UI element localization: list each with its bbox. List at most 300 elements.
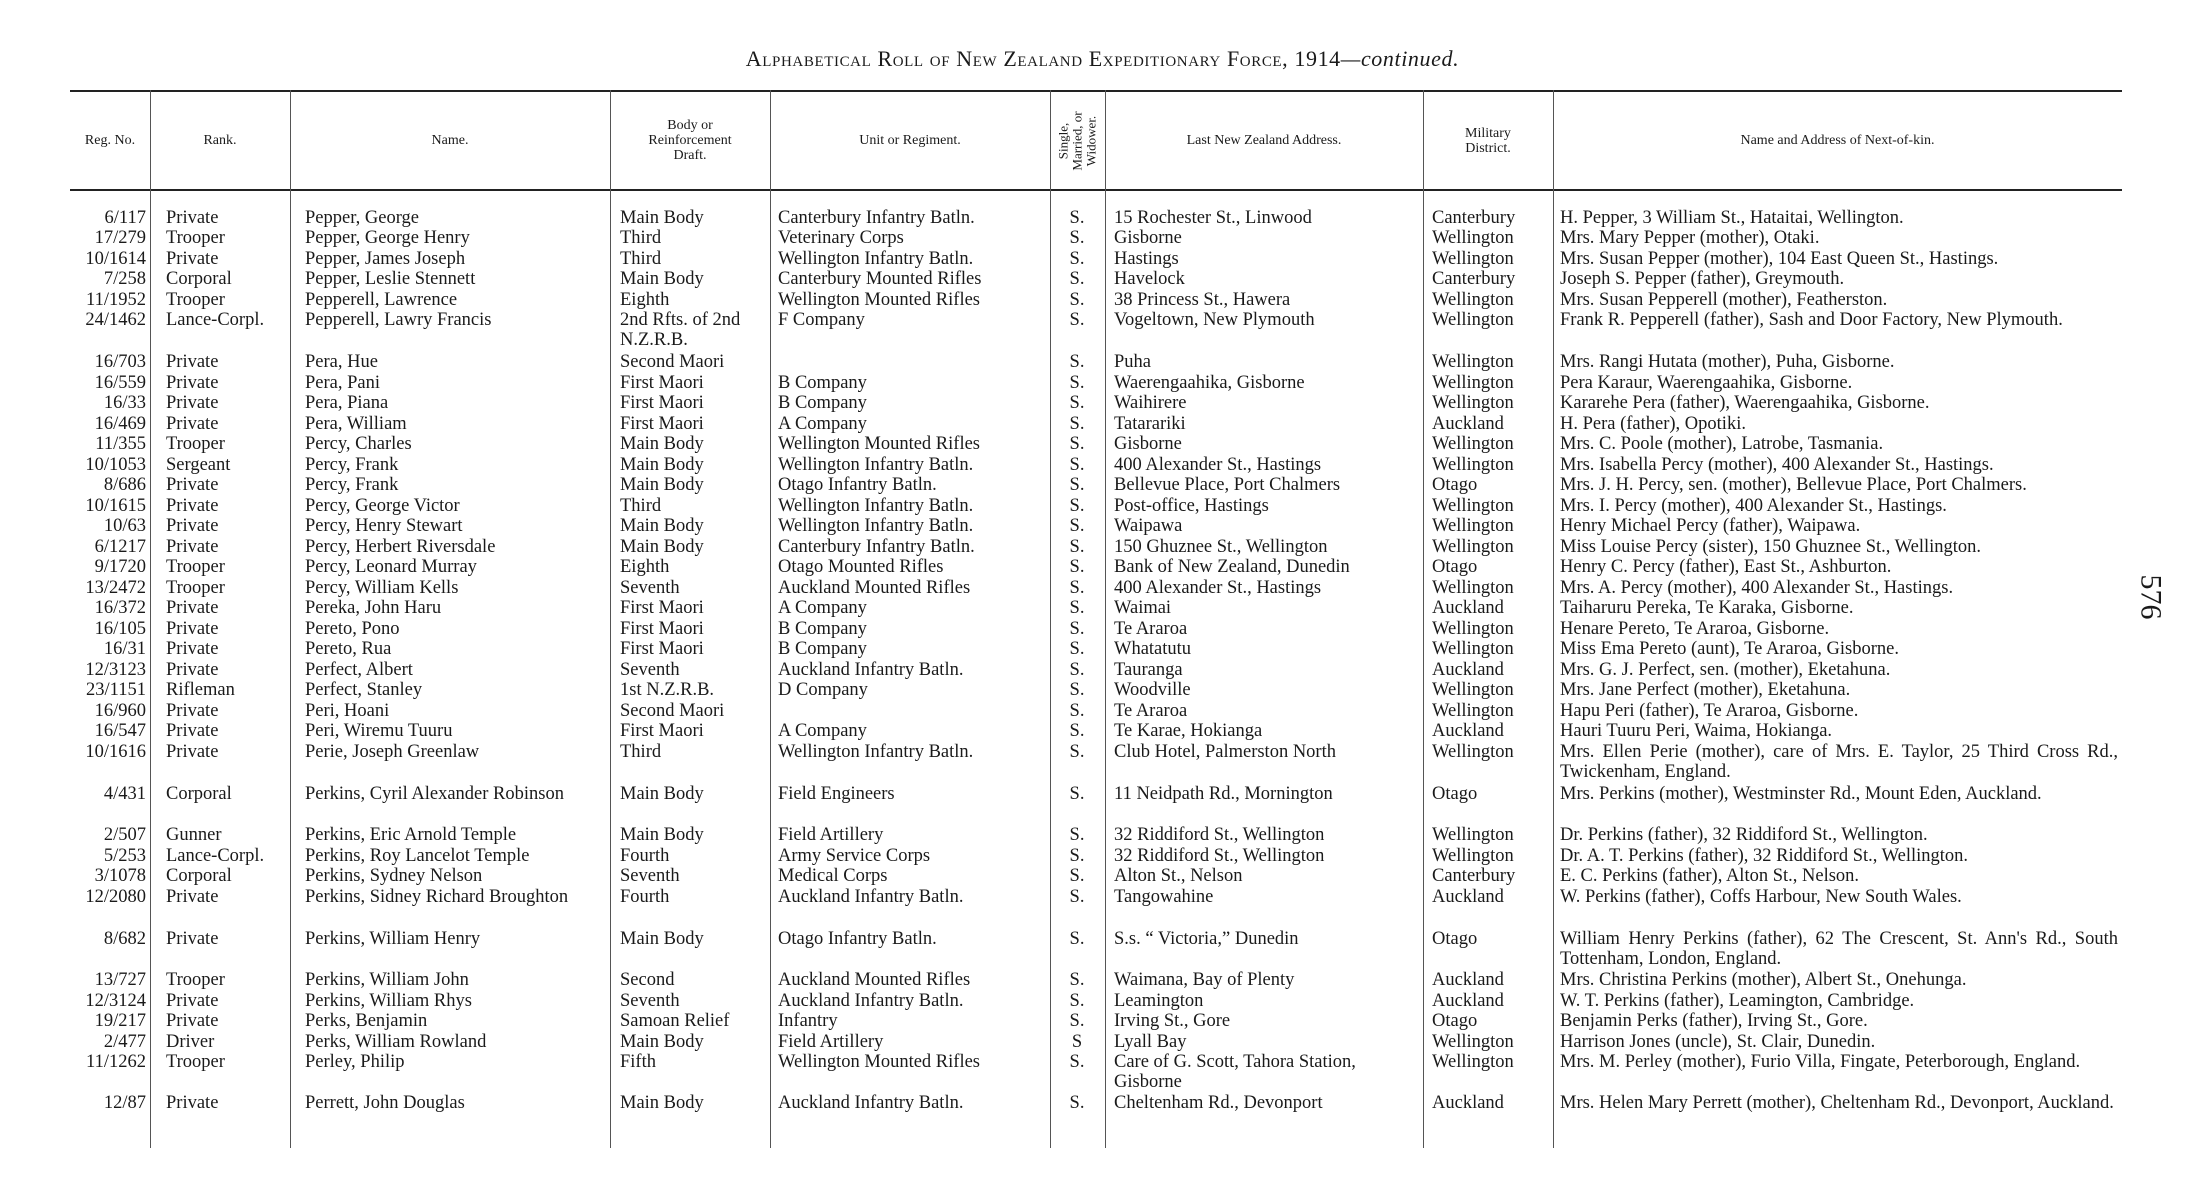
cell-military-district: Otago	[1432, 929, 1478, 949]
cell-address: 38 Princess St., Hawera	[1114, 290, 1291, 310]
cell-address: Leamington	[1114, 991, 1204, 1011]
cell-rank: Private	[166, 208, 219, 228]
cell-military-district: Wellington	[1432, 680, 1514, 700]
cell-unit: Auckland Infantry Batln.	[778, 1093, 964, 1113]
cell-rank: Lance-Corpl.	[166, 846, 265, 866]
cell-rank: Private	[166, 887, 219, 907]
cell-address: Waimana, Bay of Plenty	[1114, 970, 1295, 990]
cell-unit: B Company	[778, 639, 867, 659]
cell-reg-no: 16/547	[94, 721, 146, 741]
cell-rank: Lance-Corpl.	[166, 310, 265, 330]
cell-name: Perrett, John Douglas	[305, 1093, 465, 1113]
column-divider	[1105, 90, 1106, 1148]
cell-reg-no: 6/117	[104, 208, 146, 228]
cell-military-district: Auckland	[1432, 991, 1504, 1011]
cell-reg-no: 16/960	[94, 701, 146, 721]
cell-name: Pepper, George	[305, 208, 419, 228]
cell-next-of-kin: E. C. Perkins (father), Alton St., Nelson.	[1560, 866, 1860, 886]
title-continued: —continued.	[1340, 46, 1460, 71]
cell-name: Pera, Pani	[305, 373, 381, 393]
cell-body-draft: Third	[620, 249, 662, 269]
cell-marital-status: S.	[1069, 373, 1085, 393]
cell-address: Waimai	[1114, 598, 1172, 618]
header-body-draft: Body or Reinforcement Draft.	[648, 118, 732, 163]
cell-marital-status: S.	[1069, 721, 1085, 741]
cell-name: Percy, Herbert Riversdale	[305, 537, 496, 557]
cell-next-of-kin: Mrs. I. Percy (mother), 400 Alexander St., Hastings.	[1560, 496, 1947, 516]
cell-body-draft: First Maori	[620, 639, 704, 659]
cell-name: Perkins, William John	[305, 970, 469, 990]
cell-name: Perkins, Roy Lancelot Temple	[305, 846, 530, 866]
cell-military-district: Wellington	[1432, 578, 1514, 598]
cell-address: Te Araroa	[1114, 619, 1188, 639]
cell-military-district: Wellington	[1432, 455, 1514, 475]
cell-reg-no: 5/253	[103, 846, 146, 866]
cell-marital-status: S.	[1069, 970, 1085, 990]
cell-rank: Private	[166, 373, 219, 393]
cell-rank: Private	[166, 598, 219, 618]
cell-body-draft: Second	[620, 970, 675, 990]
cell-reg-no: 8/686	[103, 475, 146, 495]
cell-body-draft: Second Maori	[620, 701, 725, 721]
cell-military-district: Wellington	[1432, 846, 1514, 866]
cell-rank: Private	[166, 475, 219, 495]
cell-unit: Wellington Infantry Batln.	[778, 496, 974, 516]
cell-unit: Field Artillery	[778, 825, 884, 845]
cell-rank: Driver	[166, 1032, 215, 1052]
cell-name: Peri, Hoani	[305, 701, 390, 721]
cell-address: Irving St., Gore	[1114, 1011, 1231, 1031]
cell-body-draft: 1st N.Z.R.B.	[620, 680, 715, 700]
column-divider	[150, 90, 151, 1148]
cell-address: Post-office, Hastings	[1114, 496, 1269, 516]
cell-unit: F Company	[778, 310, 865, 330]
cell-next-of-kin: Mrs. Ellen Perie (mother), care of Mrs. E. Taylor, 25 Third Cross Rd., Twickenham, England.	[1560, 742, 2118, 782]
cell-name: Pera, William	[305, 414, 407, 434]
cell-address: Gisborne	[1114, 228, 1182, 248]
cell-marital-status: S.	[1069, 475, 1085, 495]
table-header	[70, 90, 2122, 191]
cell-marital-status: S	[1071, 1032, 1083, 1052]
cell-next-of-kin: Mrs. Christina Perkins (mother), Albert St., Onehunga.	[1560, 970, 1967, 990]
cell-marital-status: S.	[1069, 825, 1085, 845]
cell-reg-no: 12/3124	[85, 991, 146, 1011]
cell-rank: Private	[166, 991, 219, 1011]
cell-address: 400 Alexander St., Hastings	[1114, 455, 1322, 475]
cell-address: Alton St., Nelson	[1114, 866, 1243, 886]
cell-marital-status: S.	[1069, 393, 1085, 413]
cell-reg-no: 8/682	[103, 929, 146, 949]
cell-name: Perie, Joseph Greenlaw	[305, 742, 480, 762]
cell-next-of-kin: Mrs. Susan Pepperell (mother), Featherston.	[1560, 290, 1888, 310]
cell-military-district: Canterbury	[1432, 269, 1516, 289]
cell-address: S.s. “ Victoria,” Dunedin	[1114, 929, 1299, 949]
cell-reg-no: 11/355	[95, 434, 146, 454]
cell-next-of-kin: Taiharuru Pereka, Te Karaka, Gisborne.	[1560, 598, 1854, 618]
cell-body-draft: Main Body	[620, 455, 704, 475]
cell-military-district: Wellington	[1432, 1032, 1514, 1052]
cell-name: Pera, Piana	[305, 393, 389, 413]
cell-rank: Trooper	[166, 434, 225, 454]
cell-military-district: Auckland	[1432, 598, 1504, 618]
cell-next-of-kin: Mrs. Rangi Hutata (mother), Puha, Gisborne.	[1560, 352, 1895, 372]
cell-unit: Canterbury Infantry Batln.	[778, 208, 975, 228]
cell-marital-status: S.	[1069, 866, 1085, 886]
cell-marital-status: S.	[1069, 742, 1085, 762]
cell-address: Waipawa	[1114, 516, 1183, 536]
cell-body-draft: Third	[620, 228, 662, 248]
column-divider	[770, 90, 771, 1148]
header-military-district: Military District.	[1465, 125, 1511, 156]
cell-next-of-kin: Mrs. C. Poole (mother), Latrobe, Tasmania.	[1560, 434, 1884, 454]
cell-body-draft: First Maori	[620, 598, 704, 618]
cell-body-draft: Seventh	[620, 660, 680, 680]
cell-military-district: Wellington	[1432, 516, 1514, 536]
cell-name: Peri, Wiremu Tuuru	[305, 721, 453, 741]
page-title	[0, 46, 2205, 72]
cell-unit: Field Engineers	[778, 784, 895, 804]
cell-address: 150 Ghuznee St., Wellington	[1114, 537, 1328, 557]
cell-reg-no: 16/703	[94, 352, 146, 372]
cell-next-of-kin: Dr. A. T. Perkins (father), 32 Riddiford St., Wellington.	[1560, 846, 1969, 866]
cell-name: Percy, Henry Stewart	[305, 516, 463, 536]
cell-marital-status: S.	[1069, 680, 1085, 700]
cell-address: Whatatutu	[1114, 639, 1192, 659]
cell-address: Puha	[1114, 352, 1151, 372]
cell-reg-no: 13/2472	[85, 578, 146, 598]
cell-marital-status: S.	[1069, 537, 1085, 557]
cell-military-district: Wellington	[1432, 290, 1514, 310]
header-marital-status: Single, Married, or Widower.	[1055, 110, 1099, 171]
cell-rank: Private	[166, 742, 219, 762]
cell-unit: Medical Corps	[778, 866, 888, 886]
cell-body-draft: Third	[620, 742, 662, 762]
cell-rank: Private	[166, 929, 219, 949]
cell-next-of-kin: Mrs. Perkins (mother), Westminster Rd., Mount Eden, Auckland.	[1560, 784, 2042, 804]
cell-reg-no: 16/105	[94, 619, 146, 639]
cell-name: Perkins, Sydney Nelson	[305, 866, 483, 886]
cell-next-of-kin: Frank R. Pepperell (father), Sash and Door Factory, New Plymouth.	[1560, 310, 2063, 330]
cell-name: Pereka, John Haru	[305, 598, 442, 618]
cell-next-of-kin: Mrs. A. Percy (mother), 400 Alexander St., Hastings.	[1560, 578, 1954, 598]
cell-name: Perkins, Eric Arnold Temple	[305, 825, 517, 845]
cell-unit: Canterbury Infantry Batln.	[778, 537, 975, 557]
cell-reg-no: 7/258	[103, 269, 146, 289]
cell-unit: Veterinary Corps	[778, 228, 904, 248]
cell-body-draft: Eighth	[620, 557, 670, 577]
cell-marital-status: S.	[1069, 228, 1085, 248]
column-divider	[1553, 90, 1554, 1148]
cell-reg-no: 10/1614	[85, 249, 146, 269]
cell-address: Te Araroa	[1114, 701, 1188, 721]
cell-body-draft: Main Body	[620, 208, 704, 228]
cell-next-of-kin: H. Pera (father), Opotiki.	[1560, 414, 1746, 434]
cell-reg-no: 10/1616	[85, 742, 146, 762]
cell-reg-no: 11/1262	[86, 1052, 146, 1072]
cell-body-draft: Fourth	[620, 846, 670, 866]
cell-name: Pepperell, Lawry Francis	[305, 310, 492, 330]
cell-military-district: Wellington	[1432, 619, 1514, 639]
cell-unit: Otago Mounted Rifles	[778, 557, 944, 577]
cell-name: Percy, Leonard Murray	[305, 557, 477, 577]
cell-rank: Trooper	[166, 557, 225, 577]
cell-next-of-kin: Pera Karaur, Waerengaahika, Gisborne.	[1560, 373, 1853, 393]
cell-next-of-kin: Harrison Jones (uncle), St. Clair, Dunedin.	[1560, 1032, 1876, 1052]
cell-name: Perkins, William Rhys	[305, 991, 472, 1011]
cell-military-district: Wellington	[1432, 639, 1514, 659]
cell-name: Pepper, James Joseph	[305, 249, 466, 269]
cell-address: Club Hotel, Palmerston North	[1114, 742, 1336, 762]
cell-name: Perfect, Stanley	[305, 680, 423, 700]
cell-name: Pereto, Rua	[305, 639, 392, 659]
cell-unit: A Company	[778, 598, 867, 618]
cell-body-draft: Second Maori	[620, 352, 725, 372]
cell-rank: Private	[166, 619, 219, 639]
cell-rank: Gunner	[166, 825, 222, 845]
cell-next-of-kin: Miss Ema Pereto (aunt), Te Araroa, Gisborne.	[1560, 639, 1899, 659]
cell-body-draft: Main Body	[620, 475, 704, 495]
cell-next-of-kin: Mrs. Helen Mary Perrett (mother), Cheltenham Rd., Devonport, Auckland.	[1560, 1093, 2114, 1113]
cell-reg-no: 2/477	[103, 1032, 146, 1052]
cell-body-draft: Samoan Relief	[620, 1011, 730, 1031]
cell-reg-no: 24/1462	[85, 310, 146, 330]
cell-reg-no: 3/1078	[94, 866, 146, 886]
cell-next-of-kin: Mrs. Isabella Percy (mother), 400 Alexander St., Hastings.	[1560, 455, 1994, 475]
header-address: Last New Zealand Address.	[1186, 133, 1342, 148]
cell-marital-status: S.	[1069, 660, 1085, 680]
cell-marital-status: S.	[1069, 1093, 1085, 1113]
cell-unit: Auckland Mounted Rifles	[778, 578, 971, 598]
cell-unit: D Company	[778, 680, 868, 700]
title-main: Alphabetical Roll of New Zealand Expeditionary Force, 1914	[745, 46, 1341, 71]
cell-address: 15 Rochester St., Linwood	[1114, 208, 1312, 228]
cell-name: Perkins, Cyril Alexander Robinson	[305, 784, 564, 804]
cell-body-draft: Main Body	[620, 516, 704, 536]
cell-name: Pereto, Pono	[305, 619, 400, 639]
cell-reg-no: 16/372	[94, 598, 146, 618]
cell-military-district: Wellington	[1432, 496, 1514, 516]
cell-rank: Private	[166, 352, 219, 372]
cell-unit: Wellington Mounted Rifles	[778, 1052, 980, 1072]
cell-name: Perks, Benjamin	[305, 1011, 428, 1031]
cell-rank: Private	[166, 639, 219, 659]
cell-unit: Wellington Infantry Batln.	[778, 516, 974, 536]
cell-body-draft: Seventh	[620, 866, 680, 886]
cell-marital-status: S.	[1069, 310, 1085, 330]
cell-rank: Private	[166, 516, 219, 536]
page-number: 576	[2134, 574, 2168, 620]
cell-next-of-kin: Dr. Perkins (father), 32 Riddiford St., Wellington.	[1560, 825, 1928, 845]
cell-reg-no: 4/431	[103, 784, 146, 804]
cell-military-district: Wellington	[1432, 701, 1514, 721]
cell-body-draft: Main Body	[620, 784, 704, 804]
cell-military-district: Wellington	[1432, 434, 1514, 454]
cell-body-draft: Seventh	[620, 991, 680, 1011]
column-divider	[1423, 90, 1424, 1148]
cell-name: Perkins, Sidney Richard Broughton	[305, 887, 569, 907]
cell-address: Tatarariki	[1114, 414, 1186, 434]
cell-reg-no: 16/559	[94, 373, 146, 393]
cell-rank: Private	[166, 701, 219, 721]
cell-name: Percy, Frank	[305, 475, 399, 495]
cell-body-draft: 2nd Rfts. of 2nd N.Z.R.B.	[620, 310, 741, 350]
cell-address: Bellevue Place, Port Chalmers	[1114, 475, 1341, 495]
cell-body-draft: Main Body	[620, 929, 704, 949]
cell-military-district: Wellington	[1432, 373, 1514, 393]
cell-name: Perkins, William Henry	[305, 929, 481, 949]
cell-military-district: Wellington	[1432, 249, 1514, 269]
header-reg-no: Reg. No.	[84, 133, 136, 148]
cell-marital-status: S.	[1069, 784, 1085, 804]
cell-next-of-kin: Hapu Peri (father), Te Araroa, Gisborne.	[1560, 701, 1859, 721]
cell-body-draft: Main Body	[620, 1032, 704, 1052]
cell-name: Perley, Philip	[305, 1052, 405, 1072]
cell-reg-no: 9/1720	[94, 557, 146, 577]
cell-military-district: Otago	[1432, 557, 1478, 577]
header-rank: Rank.	[203, 133, 237, 148]
cell-reg-no: 16/469	[94, 414, 146, 434]
cell-military-district: Canterbury	[1432, 208, 1516, 228]
cell-rank: Private	[166, 249, 219, 269]
cell-next-of-kin: Mrs. Jane Perfect (mother), Eketahuna.	[1560, 680, 1851, 700]
cell-address: 11 Neidpath Rd., Mornington	[1114, 784, 1333, 804]
cell-military-district: Auckland	[1432, 660, 1504, 680]
cell-marital-status: S.	[1069, 290, 1085, 310]
cell-unit: Otago Infantry Batln.	[778, 929, 937, 949]
cell-name: Perfect, Albert	[305, 660, 413, 680]
cell-next-of-kin: W. Perkins (father), Coffs Harbour, New South Wales.	[1560, 887, 1962, 907]
cell-marital-status: S.	[1069, 578, 1085, 598]
cell-reg-no: 16/31	[103, 639, 146, 659]
cell-rank: Trooper	[166, 290, 225, 310]
cell-body-draft: Main Body	[620, 434, 704, 454]
cell-military-district: Auckland	[1432, 414, 1504, 434]
cell-address: Tauranga	[1114, 660, 1183, 680]
cell-next-of-kin: William Henry Perkins (father), 62 The Crescent, St. Ann's Rd., South Tottenham, London, England.	[1560, 929, 2118, 969]
cell-reg-no: 10/1053	[85, 455, 146, 475]
cell-unit: Wellington Mounted Rifles	[778, 290, 980, 310]
cell-military-district: Auckland	[1432, 1093, 1504, 1113]
cell-marital-status: S.	[1069, 598, 1085, 618]
cell-marital-status: S.	[1069, 434, 1085, 454]
cell-body-draft: Main Body	[620, 537, 704, 557]
cell-rank: Private	[166, 1011, 219, 1031]
cell-unit: Canterbury Mounted Rifles	[778, 269, 982, 289]
header-unit: Unit or Regiment.	[859, 133, 961, 148]
cell-next-of-kin: Mrs. Mary Pepper (mother), Otaki.	[1560, 228, 1820, 248]
cell-reg-no: 23/1151	[86, 680, 146, 700]
cell-unit: Army Service Corps	[778, 846, 931, 866]
cell-military-district: Wellington	[1432, 393, 1514, 413]
cell-reg-no: 17/279	[94, 228, 146, 248]
cell-reg-no: 13/727	[94, 970, 146, 990]
cell-rank: Private	[166, 414, 219, 434]
cell-marital-status: S.	[1069, 455, 1085, 475]
cell-address: Te Karae, Hokianga	[1114, 721, 1263, 741]
cell-body-draft: First Maori	[620, 721, 704, 741]
cell-rank: Trooper	[166, 1052, 225, 1072]
cell-name: Percy, Frank	[305, 455, 399, 475]
cell-reg-no: 6/1217	[94, 537, 146, 557]
cell-marital-status: S.	[1069, 352, 1085, 372]
cell-marital-status: S.	[1069, 929, 1085, 949]
cell-reg-no: 10/1615	[85, 496, 146, 516]
cell-reg-no: 2/507	[103, 825, 146, 845]
cell-military-district: Wellington	[1432, 537, 1514, 557]
cell-address: Tangowahine	[1114, 887, 1214, 907]
cell-body-draft: Seventh	[620, 578, 680, 598]
cell-unit: Field Artillery	[778, 1032, 884, 1052]
cell-military-district: Auckland	[1432, 970, 1504, 990]
cell-body-draft: First Maori	[620, 414, 704, 434]
cell-unit: A Company	[778, 414, 867, 434]
cell-rank: Corporal	[166, 866, 232, 886]
cell-unit: B Company	[778, 619, 867, 639]
cell-address: Havelock	[1114, 269, 1185, 289]
cell-reg-no: 12/3123	[85, 660, 146, 680]
cell-name: Pepper, George Henry	[305, 228, 470, 248]
cell-next-of-kin: Henry Michael Percy (father), Waipawa.	[1560, 516, 1861, 536]
cell-next-of-kin: W. T. Perkins (father), Leamington, Cambridge.	[1560, 991, 1915, 1011]
cell-next-of-kin: Miss Louise Percy (sister), 150 Ghuznee St., Wellington.	[1560, 537, 1982, 557]
cell-marital-status: S.	[1069, 208, 1085, 228]
cell-military-district: Wellington	[1432, 352, 1514, 372]
cell-marital-status: S.	[1069, 516, 1085, 536]
column-divider	[1050, 90, 1051, 1148]
cell-rank: Rifleman	[166, 680, 235, 700]
cell-marital-status: S.	[1069, 496, 1085, 516]
cell-address: 32 Riddiford St., Wellington	[1114, 846, 1325, 866]
cell-address: Waerengaahika, Gisborne	[1114, 373, 1305, 393]
cell-unit: A Company	[778, 721, 867, 741]
cell-rank: Trooper	[166, 970, 225, 990]
cell-marital-status: S.	[1069, 991, 1085, 1011]
cell-address: Cheltenham Rd., Devonport	[1114, 1093, 1323, 1113]
cell-military-district: Wellington	[1432, 228, 1514, 248]
cell-reg-no: 16/33	[103, 393, 146, 413]
cell-reg-no: 19/217	[94, 1011, 146, 1031]
cell-military-district: Auckland	[1432, 721, 1504, 741]
cell-unit: Auckland Infantry Batln.	[778, 991, 964, 1011]
cell-unit: Wellington Infantry Batln.	[778, 742, 974, 762]
cell-name: Pepperell, Lawrence	[305, 290, 458, 310]
cell-address: 32 Riddiford St., Wellington	[1114, 825, 1325, 845]
cell-rank: Corporal	[166, 784, 232, 804]
cell-marital-status: S.	[1069, 887, 1085, 907]
cell-body-draft: First Maori	[620, 393, 704, 413]
cell-military-district: Wellington	[1432, 1052, 1514, 1072]
cell-rank: Sergeant	[166, 455, 231, 475]
cell-body-draft: First Maori	[620, 373, 704, 393]
cell-marital-status: S.	[1069, 619, 1085, 639]
cell-address: Lyall Bay	[1114, 1032, 1187, 1052]
cell-address: 400 Alexander St., Hastings	[1114, 578, 1322, 598]
cell-military-district: Canterbury	[1432, 866, 1516, 886]
cell-marital-status: S.	[1069, 414, 1085, 434]
cell-name: Percy, Charles	[305, 434, 412, 454]
cell-address: Hastings	[1114, 249, 1179, 269]
cell-marital-status: S.	[1069, 639, 1085, 659]
cell-name: Pepper, Leslie Stennett	[305, 269, 476, 289]
cell-unit: Otago Infantry Batln.	[778, 475, 937, 495]
cell-unit: Infantry	[778, 1011, 838, 1031]
cell-body-draft: Main Body	[620, 1093, 704, 1113]
cell-military-district: Wellington	[1432, 825, 1514, 845]
cell-rank: Private	[166, 721, 219, 741]
cell-body-draft: Main Body	[620, 269, 704, 289]
cell-next-of-kin: H. Pepper, 3 William St., Hataitai, Wellington.	[1560, 208, 1904, 228]
cell-body-draft: First Maori	[620, 619, 704, 639]
